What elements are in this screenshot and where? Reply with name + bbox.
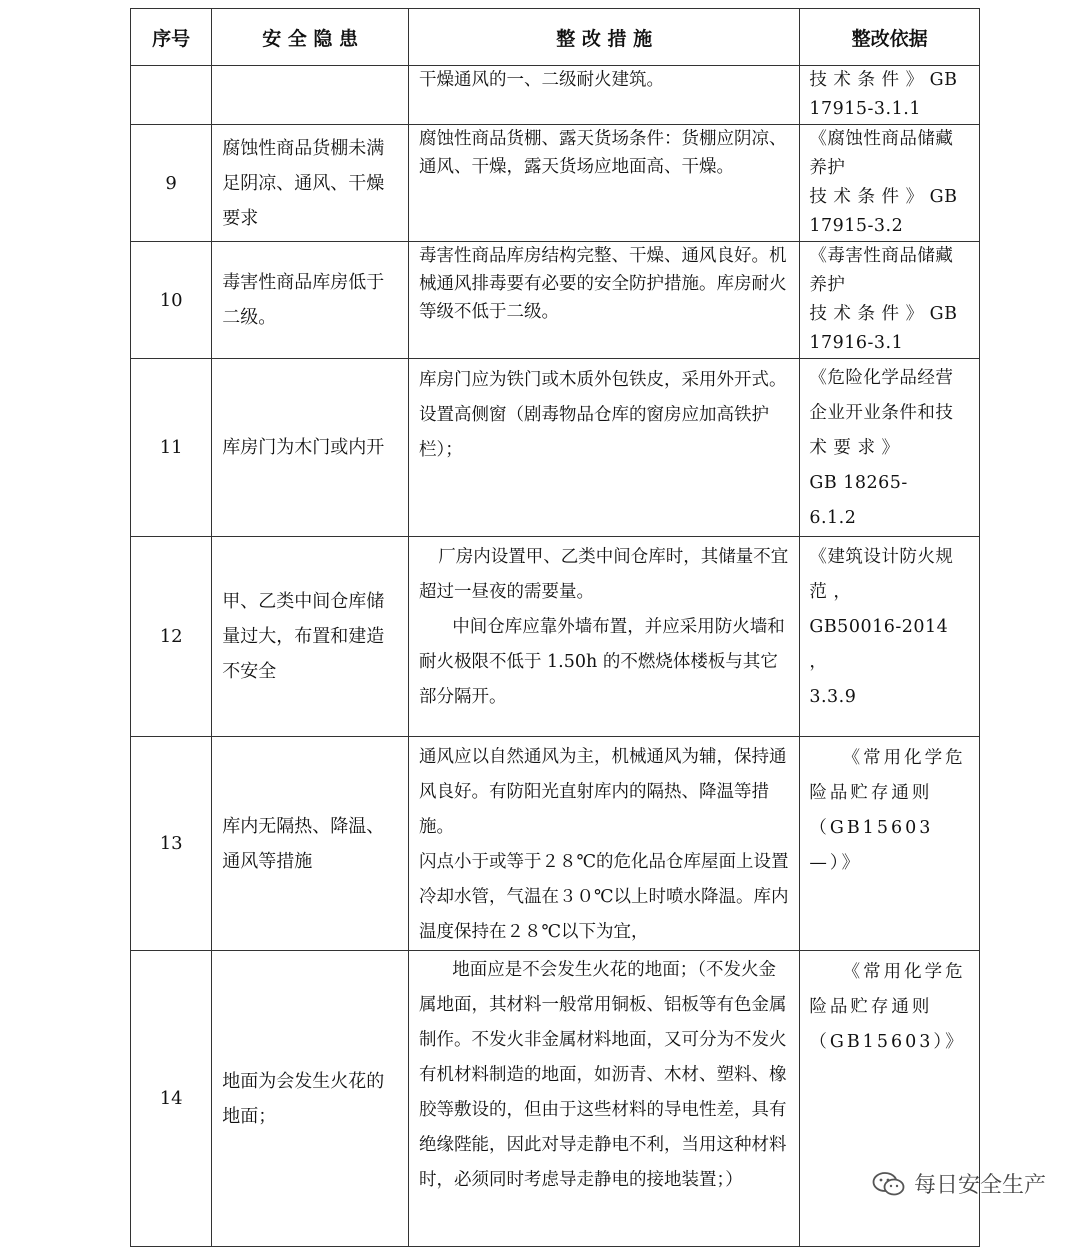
basis-line: 《建筑设计防火规范 ，	[809, 547, 954, 602]
basis-line: 《腐蚀性商品储藏养护	[809, 129, 954, 178]
table-row	[131, 66, 980, 125]
basis-line: 《常用化学危险品贮存通则（GB15603—）》	[809, 748, 966, 873]
basis-line: 6.1.2	[809, 508, 857, 528]
header-measures: 整 改 措 施	[408, 9, 799, 66]
basis-line: 《危险化学品经营企业开业条件和技术 要 求 》	[809, 368, 954, 458]
watermark-text: 每日安全生产	[913, 1173, 1046, 1198]
row-measures	[408, 242, 799, 359]
basis-line: 技 术 条 件 》 GB	[809, 304, 958, 324]
table-row	[131, 242, 980, 359]
measure-paragraph: 地面应是不会发生火花的地面；（不发火金属地面，其材料一般常用铜板、铝板等有色金属制作。不发火非金属材料地面，又可分为不发火有机材料制造的地面，如沥青、木材、塑料、橡胶等敷设的，但由于这些材料的导电性差，具有绝缘陛能，因此对导走静电不利，当用这种材料时，必须同时考虑导走静电的接地装置；）	[418, 960, 787, 1190]
table-row	[131, 951, 980, 1247]
row-basis	[800, 359, 980, 537]
table-row	[131, 737, 980, 951]
row-basis	[800, 737, 980, 951]
basis-line: 3.3.9	[809, 687, 857, 707]
table-row	[131, 537, 980, 737]
basis-line: 技 术 条 件 》 GB	[809, 187, 958, 207]
row-basis	[800, 537, 980, 737]
measure-paragraph: 通风应以自然通风为主，机械通风为辅，保持通风良好。有防阳光直射库内的隔热、降温等措施。	[418, 747, 787, 837]
measure-paragraph: 库房门应为铁门或木质外包铁皮，采用外开式。设置高侧窗（剧毒物品仓库的窗房应加高铁护栏）；	[418, 370, 787, 460]
row-number: 10	[131, 242, 212, 359]
measure-paragraph: 闪点小于或等于２８℃的危化品仓库屋面上设置冷却水管，气温在３０℃以上时喷水降温。库内温度保持在２８℃以下为宜，	[418, 852, 789, 942]
row-measures	[408, 537, 799, 737]
measure-paragraph: 腐蚀性商品货棚、露天货场条件：货棚应阴凉、通风、干燥，露天货场应地面高、干燥。	[418, 129, 787, 177]
basis-line: GB 18265-	[809, 473, 908, 493]
measure-paragraph: 毒害性商品库房结构完整、干燥、通风良好。机械通风排毒要有必要的安全防护措施。库房耐火等级不低于二级。	[418, 246, 787, 322]
header-basis: 整改依据	[800, 9, 980, 66]
row-hazard: 库房门为木门或内开	[212, 359, 409, 537]
basis-line: 17915-3.1.1	[809, 99, 921, 119]
row-measures	[408, 66, 799, 125]
basis-line: 17915-3.2	[809, 216, 904, 236]
row-basis	[800, 125, 980, 242]
basis-line: 《毒害性商品储藏养护	[809, 246, 954, 295]
basis-line: 技 术 条 件 》 GB	[809, 70, 958, 90]
hazard-rectification-table	[130, 8, 980, 1247]
row-number	[131, 66, 212, 125]
basis-line: 17916-3.1	[809, 333, 904, 353]
row-number: 11	[131, 359, 212, 537]
header-seq: 序号	[131, 9, 212, 66]
basis-line: GB50016-2014 ，	[809, 617, 949, 672]
header-hazard: 安 全 隐 患	[212, 9, 409, 66]
table-row	[131, 359, 980, 537]
row-basis	[800, 951, 980, 1247]
measure-paragraph: 厂房内设置甲、乙类中间仓库时，其储量不宜超过一昼夜的需要量。	[418, 547, 789, 602]
table-header-row	[131, 9, 980, 66]
row-hazard: 库内无隔热、降温、通风等措施	[212, 737, 409, 951]
row-measures	[408, 359, 799, 537]
row-measures	[408, 125, 799, 242]
row-number: 14	[131, 951, 212, 1247]
wechat-icon	[872, 1171, 906, 1197]
row-basis	[800, 66, 980, 125]
row-measures	[408, 737, 799, 951]
row-number: 12	[131, 537, 212, 737]
row-basis	[800, 242, 980, 359]
row-number: 13	[131, 737, 212, 951]
basis-line: 《常用化学危险品贮存通则（GB15603）》	[809, 962, 966, 1052]
watermark	[872, 1168, 1046, 1199]
row-hazard: 甲、乙类中间仓库储量过大，布置和建造不安全	[212, 537, 409, 737]
measure-paragraph: 干燥通风的一、二级耐火建筑。	[418, 70, 664, 90]
row-hazard: 毒害性商品库房低于二级。	[212, 242, 409, 359]
row-hazard: 地面为会发生火花的地面；	[212, 951, 409, 1247]
row-number: 9	[131, 125, 212, 242]
row-hazard: 腐蚀性商品货棚未满足阴凉、通风、干燥要求	[212, 125, 409, 242]
measure-paragraph: 中间仓库应靠外墙布置，并应采用防火墙和耐火极限不低于 1.50h 的不燃烧体楼板与其它部分隔开。	[418, 617, 785, 707]
row-measures	[408, 951, 799, 1247]
row-hazard	[212, 66, 409, 125]
table-row	[131, 125, 980, 242]
